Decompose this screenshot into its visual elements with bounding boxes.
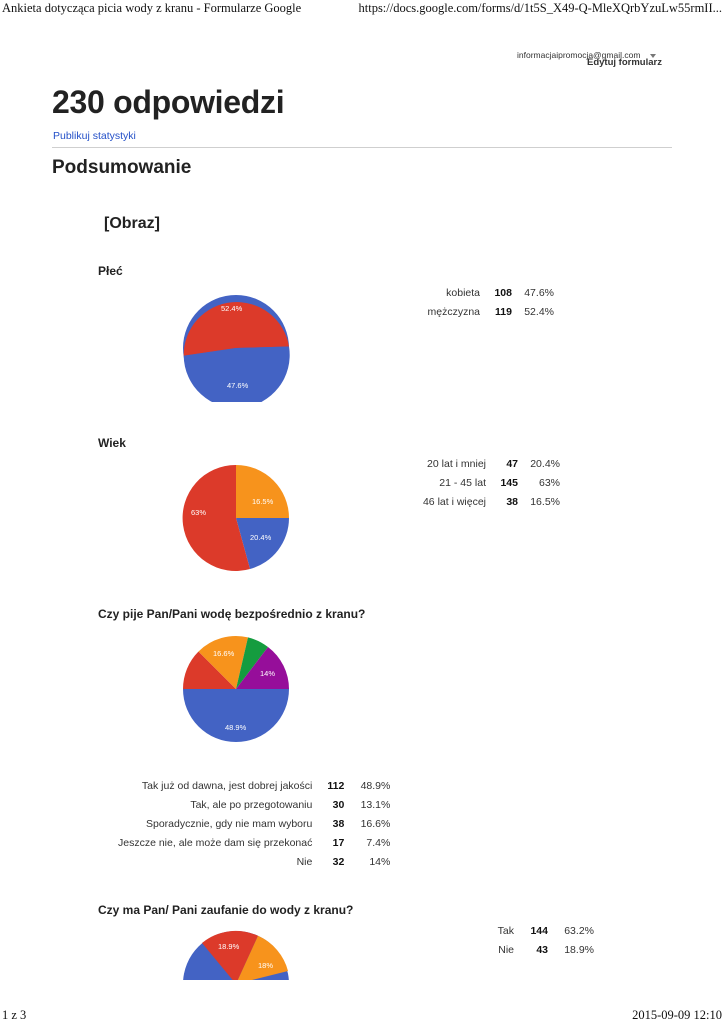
pie-label: 16.5%	[252, 497, 274, 506]
answer-percent: 18.9%	[564, 943, 594, 956]
answer-percent: 52.4%	[524, 305, 554, 318]
answer-count: 38	[332, 817, 345, 830]
answer-percent: 7.4%	[366, 836, 391, 849]
table-row	[118, 776, 390, 795]
answer-percent: 63.2%	[564, 924, 594, 937]
answer-label: Jeszcze nie, ale może dam się przekonać	[118, 836, 313, 849]
answer-label: 21 - 45 lat	[439, 476, 486, 489]
results-table	[420, 454, 560, 511]
answer-percent: 14%	[369, 855, 391, 868]
answer-percent: 16.5%	[530, 495, 560, 508]
answer-count: 112	[327, 779, 345, 792]
answer-count: 119	[495, 305, 512, 318]
answer-count: 47	[506, 457, 518, 470]
pie-chart-trust-clip	[182, 930, 290, 980]
browser-url: https://docs.google.com/forms/d/1t5S_X49-Q-MleXQrbYzuLw55rmII...	[358, 1, 722, 15]
print-datetime: 2015-09-09 12:10	[632, 1008, 722, 1022]
question-title: Czy pije Pan/Pani wodę bezpośrednio z kranu?	[98, 607, 366, 621]
answer-percent: 20.4%	[530, 457, 560, 470]
pie-label: 18.9%	[218, 942, 240, 951]
pie-label: 20.4%	[250, 533, 272, 542]
table-row	[118, 833, 390, 852]
answer-label: Tak	[497, 924, 514, 937]
answer-label: 46 lat i więcej	[422, 495, 486, 508]
answer-percent: 63%	[538, 476, 560, 489]
answer-count: 32	[332, 855, 345, 868]
image-placeholder: [Obraz]	[104, 215, 160, 232]
answer-percent: 48.9%	[360, 779, 391, 792]
answer-label: Tak, ale po przegotowaniu	[190, 798, 313, 811]
results-table	[420, 283, 554, 321]
pie-chart-drinking	[182, 635, 290, 743]
table-row	[118, 795, 390, 814]
answer-count: 145	[500, 476, 518, 489]
table-row	[488, 921, 594, 940]
pie-label: 14%	[260, 669, 276, 678]
answer-count: 144	[530, 924, 548, 937]
answer-percent: 13.1%	[360, 798, 391, 811]
table-row	[118, 814, 390, 833]
answer-label: Sporadycznie, gdy nie mam wyboru	[146, 817, 313, 830]
question-title: Wiek	[98, 436, 126, 450]
pie-label: 52.4%	[221, 304, 243, 313]
answer-label: kobieta	[446, 286, 480, 299]
divider	[52, 147, 672, 148]
results-table	[488, 921, 594, 959]
table-row	[420, 283, 554, 302]
pie-label: 18%	[258, 961, 274, 970]
table-row	[420, 492, 560, 511]
table-row	[118, 852, 390, 871]
answer-label: Tak już od dawna, jest dobrej jakości	[141, 779, 313, 792]
summary-heading: Podsumowanie	[52, 157, 192, 178]
question-title: Płeć	[98, 264, 123, 278]
pie-label: 48.9%	[225, 723, 247, 732]
pie-chart-trust	[182, 930, 290, 980]
answer-count: 17	[332, 836, 345, 849]
pie-label: 47.6%	[227, 381, 249, 390]
pie-chart-gender	[182, 294, 290, 402]
answer-label: Nie	[498, 943, 514, 956]
answer-label: 20 lat i mniej	[427, 457, 486, 470]
table-row	[420, 302, 554, 321]
page-number: 1 z 3	[2, 1008, 27, 1022]
account-email[interactable]: informacjaipromocja@gmail.com	[517, 50, 641, 60]
page-title: 230 odpowiedzi	[52, 84, 285, 120]
table-row	[420, 473, 560, 492]
pie-label: 16.6%	[213, 649, 235, 658]
answer-count: 30	[332, 798, 345, 811]
pie-slice-tak-dawna	[183, 689, 289, 742]
table-row	[420, 454, 560, 473]
browser-title: Ankieta dotycząca picia wody z kranu - Formularze Google	[2, 1, 302, 15]
answer-count: 38	[506, 495, 518, 508]
answer-label: Nie	[296, 855, 313, 868]
pie-slice-46-plus	[236, 465, 289, 518]
pie-slice-kobieta	[184, 347, 290, 403]
results-table	[118, 776, 390, 871]
answer-count: 43	[536, 943, 548, 956]
pie-chart-age	[182, 464, 290, 572]
publish-stats-link[interactable]: Publikuj statystyki	[53, 130, 136, 142]
pie-label: 63%	[191, 508, 207, 517]
answer-label: mężczyzna	[427, 305, 480, 318]
edit-form-button[interactable]: Edytuj formularz	[587, 57, 662, 68]
answer-percent: 16.6%	[360, 817, 391, 830]
answer-percent: 47.6%	[524, 286, 554, 299]
answer-count: 108	[494, 286, 512, 299]
table-row	[488, 940, 594, 959]
question-title: Czy ma Pan/ Pani zaufanie do wody z kranu?	[98, 903, 354, 917]
